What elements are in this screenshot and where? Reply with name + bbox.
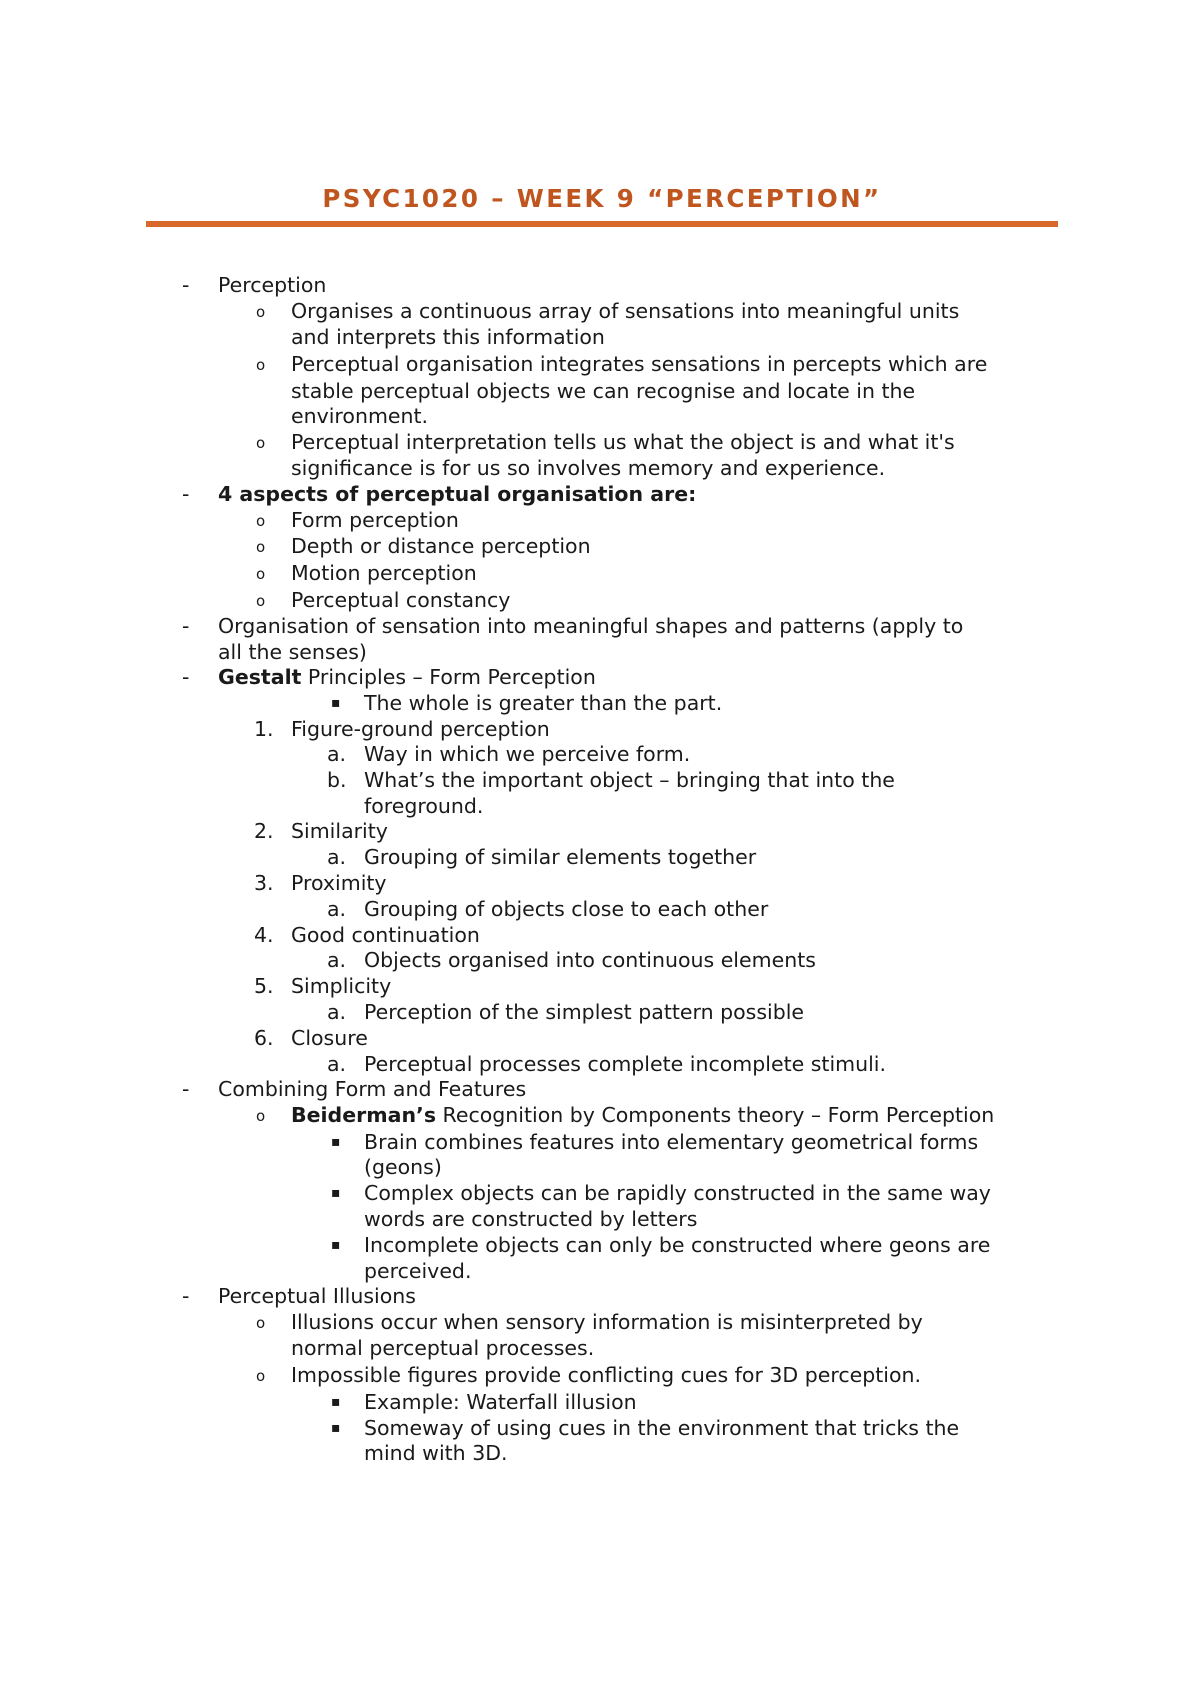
- letter-marker: a.: [327, 897, 347, 921]
- letter-marker: a.: [327, 742, 347, 766]
- list-item: Organises a continuous array of sensations into meaningful units: [291, 299, 960, 323]
- letter-marker: a.: [327, 1000, 347, 1024]
- list-item: [218, 667, 596, 688]
- dash-bullet: -: [182, 1284, 190, 1308]
- list-item: Illusions occur when sensory information is misinterpreted by: [291, 1310, 923, 1334]
- number-marker: 5.: [254, 974, 274, 998]
- list-item: Grouping of objects close to each other: [364, 897, 769, 921]
- list-item: Perceptual processes complete incomplete stimuli.: [364, 1052, 887, 1076]
- square-bullet: ▪: [331, 1237, 341, 1253]
- number-marker: 4.: [254, 923, 274, 947]
- list-item: Motion perception: [291, 561, 477, 585]
- list-item: Organisation of sensation into meaningful shapes and patterns (apply to: [218, 614, 964, 638]
- number-marker: 2.: [254, 819, 274, 843]
- circle-bullet: o: [256, 592, 266, 610]
- list-item: Impossible figures provide conflicting cues for 3D perception.: [291, 1363, 922, 1387]
- list-item: words are constructed by letters: [364, 1207, 698, 1231]
- number-marker: 3.: [254, 871, 274, 895]
- list-item: [291, 1105, 994, 1126]
- circle-bullet: o: [256, 538, 266, 556]
- letter-marker: b.: [327, 768, 347, 792]
- list-item: Way in which we perceive form.: [364, 742, 691, 766]
- list-item: Perceptual organisation integrates sensations in percepts which are: [291, 352, 988, 376]
- list-item: Someway of using cues in the environment that tricks the: [364, 1416, 960, 1440]
- square-bullet: ▪: [331, 1394, 341, 1410]
- list-item: The whole is greater than the part.: [364, 691, 723, 715]
- list-item: Combining Form and Features: [218, 1077, 527, 1101]
- dash-bullet: -: [182, 482, 190, 506]
- list-item: Incomplete objects can only be constructed where geons are: [364, 1233, 991, 1257]
- list-item: (geons): [364, 1155, 442, 1179]
- list-item: Perceptual constancy: [291, 588, 511, 612]
- list-item: Closure: [291, 1026, 368, 1050]
- square-bullet: ▪: [331, 695, 341, 711]
- bold-text: Gestalt: [218, 665, 302, 689]
- circle-bullet: o: [256, 1314, 266, 1332]
- list-item: perceived.: [364, 1259, 472, 1283]
- dash-bullet: -: [182, 665, 190, 689]
- list-item: Simplicity: [291, 974, 392, 998]
- circle-bullet: o: [256, 303, 266, 321]
- list-item: Form perception: [291, 508, 459, 532]
- circle-bullet: o: [256, 565, 266, 583]
- list-item: Brain combines features into elementary geometrical forms: [364, 1130, 979, 1154]
- number-marker: 1.: [254, 717, 274, 741]
- list-item: Figure-ground perception: [291, 717, 550, 741]
- list-item: and interprets this information: [291, 325, 605, 349]
- list-item: Objects organised into continuous elements: [364, 948, 816, 972]
- list-item: Proximity: [291, 871, 387, 895]
- list-item: Perception of the simplest pattern possible: [364, 1000, 805, 1024]
- letter-marker: a.: [327, 948, 347, 972]
- document-title: PSYC1020 – WEEK 9 “PERCEPTION”: [322, 184, 882, 213]
- list-item: mind with 3D.: [364, 1441, 508, 1465]
- list-item: What’s the important object – bringing that into the: [364, 768, 895, 792]
- list-item: environment.: [291, 404, 429, 428]
- list-item: significance is for us so involves memory and experience.: [291, 456, 886, 480]
- list-item: Complex objects can be rapidly constructed in the same way: [364, 1181, 991, 1205]
- letter-marker: a.: [327, 1052, 347, 1076]
- circle-bullet: o: [256, 1107, 266, 1125]
- square-bullet: ▪: [331, 1134, 341, 1150]
- list-item: Depth or distance perception: [291, 534, 591, 558]
- list-item: stable perceptual objects we can recognise and locate in the: [291, 379, 916, 403]
- list-item: Similarity: [291, 819, 388, 843]
- list-item: foreground.: [364, 794, 484, 818]
- list-item: Good continuation: [291, 923, 480, 947]
- list-item: Perceptual Illusions: [218, 1284, 416, 1308]
- letter-marker: a.: [327, 845, 347, 869]
- list-item-text: Principles – Form Perception: [301, 665, 596, 689]
- list-item: Perceptual interpretation tells us what the object is and what it's: [291, 430, 955, 454]
- list-item: Example: Waterfall illusion: [364, 1390, 637, 1414]
- circle-bullet: o: [256, 512, 266, 530]
- list-item: Perception: [218, 273, 327, 297]
- list-item-text: Recognition by Components theory – Form Perception: [436, 1103, 995, 1127]
- list-item: Grouping of similar elements together: [364, 845, 757, 869]
- list-item: normal perceptual processes.: [291, 1336, 595, 1360]
- bold-text: 4 aspects of perceptual organisation are:: [218, 482, 697, 506]
- square-bullet: ▪: [331, 1420, 341, 1436]
- square-bullet: ▪: [331, 1185, 341, 1201]
- list-item: [218, 484, 696, 505]
- circle-bullet: o: [256, 434, 266, 452]
- circle-bullet: o: [256, 1367, 266, 1385]
- dash-bullet: -: [182, 614, 190, 638]
- list-item: all the senses): [218, 640, 367, 664]
- circle-bullet: o: [256, 356, 266, 374]
- title-underline: [146, 221, 1058, 227]
- number-marker: 6.: [254, 1026, 274, 1050]
- dash-bullet: -: [182, 1077, 190, 1101]
- dash-bullet: -: [182, 273, 190, 297]
- bold-text: Beiderman’s: [291, 1103, 437, 1127]
